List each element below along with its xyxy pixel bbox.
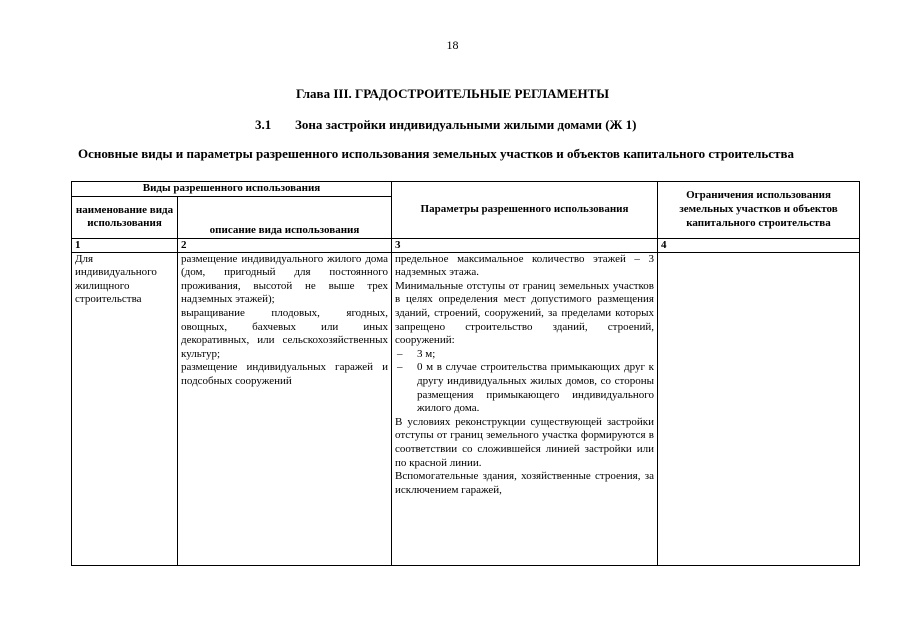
section-title [255,117,636,133]
table-caption: Основные виды и параметры разрешенного использования земельных участков и объектов капитального строительства [78,146,794,161]
description-line: размещение индивидуального жилого дома (дом, пригодный для постоянного проживания, высотой не выше трех надземных этажей); [181,252,388,306]
table-header-row [72,182,860,197]
header-restrictions: Ограничения использования земельных участков и объектов капитального строительства [658,182,860,239]
parameters-cell [392,252,658,565]
chapter-title: Глава III. ГРАДОСТРОИТЕЛЬНЫЕ РЕГЛАМЕНТЫ [295,86,610,101]
description-line: размещение индивидуальных гаражей и подсобных сооружений [181,361,388,387]
list-item: – 3 м; [395,348,654,362]
list-item: – 0 м в случае строительства примыкающих друг к другу индивидуальных жилых домов, со стороны размещения примыкающего индивидуального жилого дома. [395,361,654,415]
header-parameters: Параметры разрешенного использования [392,182,658,239]
table-row [72,252,860,565]
parameter-paragraph: Минимальные отступы от границ земельных участков в целях определения мест допустимого размещения зданий, строений, сооружений, за пределами которых запрещено строительство зданий, строений, сооружений: [395,279,654,347]
parameter-paragraph: В условиях реконструкции существующей застройки отступы от границ земельного участка формируются в соответствии со сложившейся линией застройки или по красной линии. [395,415,654,469]
column-number-row [72,238,860,252]
header-usage-name: наименование вида использования [72,196,178,238]
page-number: 18 [446,38,459,52]
parameter-paragraph: предельное максимальное количество этажей – 3 надземных этажа. [395,252,654,279]
section-number: 3.1 [255,117,272,132]
usage-name-cell: Для индивидуального жилищного строительства [72,252,178,565]
header-usage-description: описание вида использования [178,196,392,238]
regulations-table [71,181,860,566]
parameter-paragraph: Вспомогательные здания, хозяйственные строения, за исключением гаражей, [395,470,654,496]
column-number: 4 [658,238,860,252]
header-usage-types: Виды разрешенного использования [72,182,392,197]
column-number: 3 [392,238,658,252]
column-number: 2 [178,238,392,252]
setback-list [395,348,654,416]
restrictions-cell [658,252,860,565]
section-title-text: Зона застройки индивидуальными жилыми домами (Ж 1) [295,117,637,132]
usage-description-cell [178,252,392,565]
description-line: выращивание плодовых, ягодных, овощных, бахчевых или иных декоративных, или сельскохозяйственных культур; [181,306,388,360]
column-number: 1 [72,238,178,252]
